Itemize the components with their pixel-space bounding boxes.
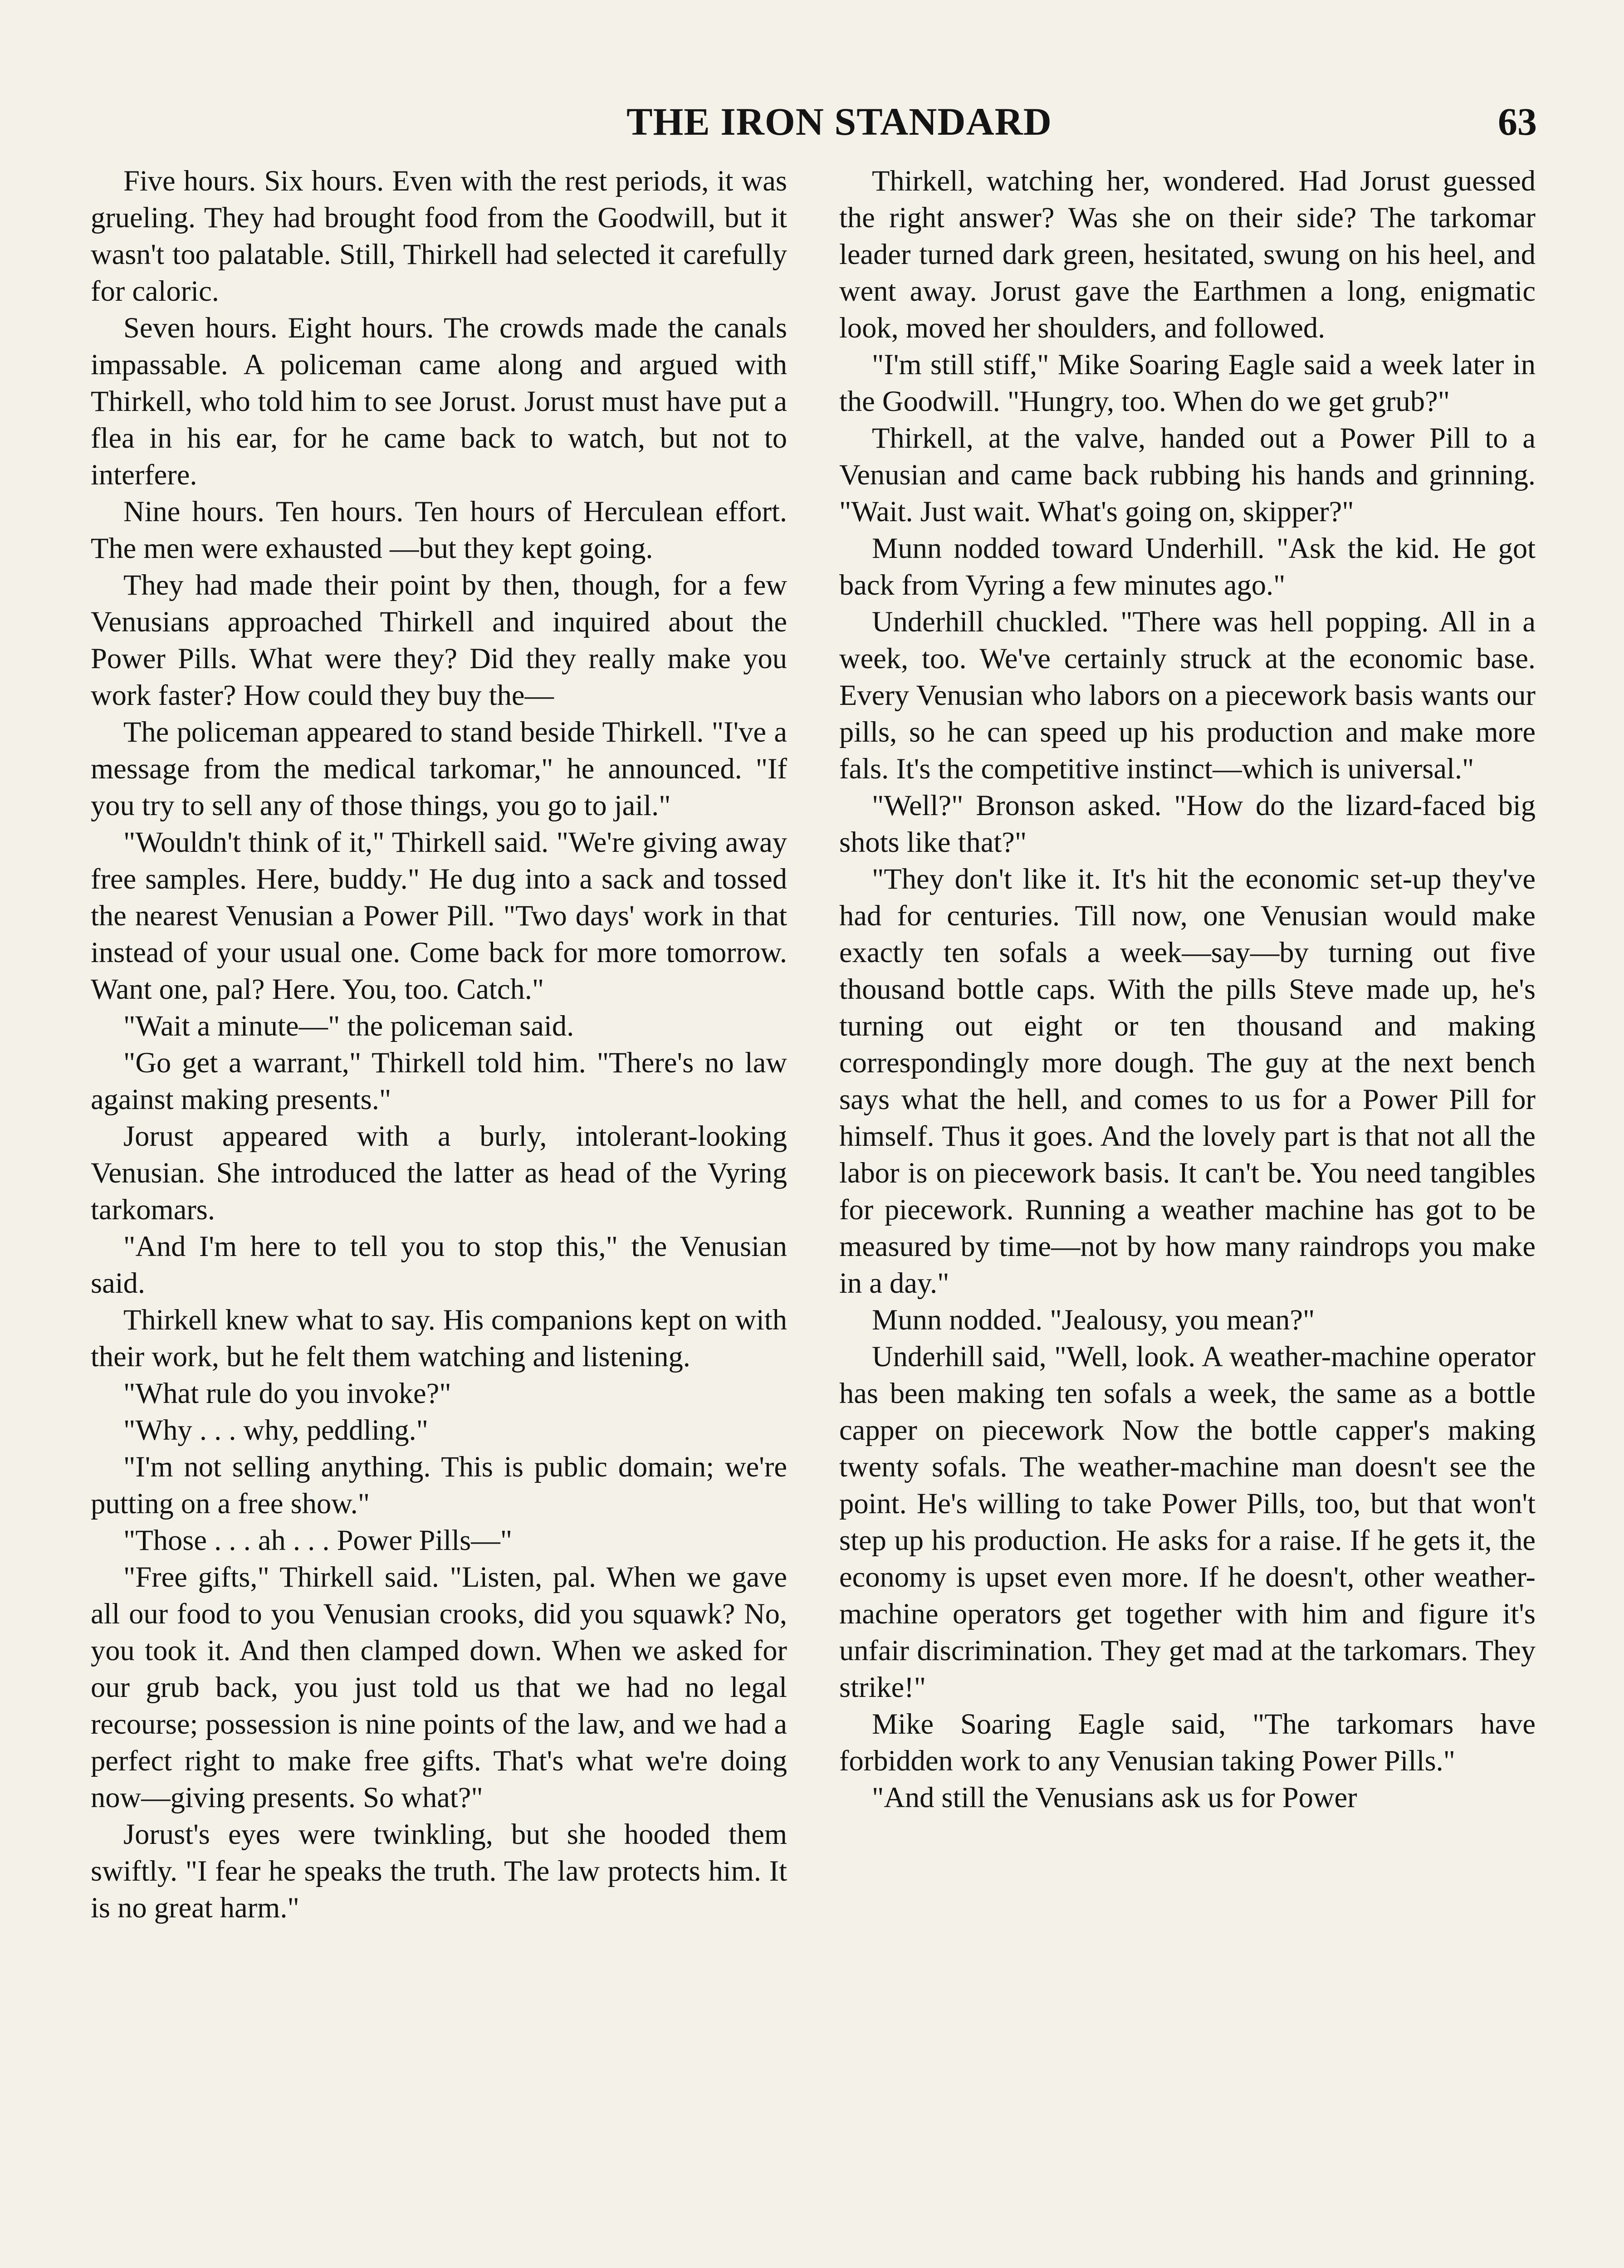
paragraph: Jorust appeared with a burly, intolerant-looking Venusian. She introduced the latter as head of the Vyring tarkomars. — [91, 1120, 787, 1226]
right-column — [839, 162, 1536, 2268]
paragraph: Seven hours. Eight hours. The crowds made the canals impassable. A policeman came along and argued with Thirkell, who told him to see Jorust. Jorust must have put a flea in his ear, for he came back to watch, but not to interfere. — [91, 312, 787, 491]
running-head — [91, 99, 1542, 149]
paragraph: Thirkell knew what to say. His companions kept on with their work, but he felt them watching and listening. — [91, 1304, 787, 1373]
paragraph: "Well?" Bronson asked. "How do the lizard-faced big shots like that?" — [839, 789, 1536, 858]
paragraph: "Wait a minute—" the policeman said. — [123, 1010, 574, 1042]
page-number: 63 — [1498, 100, 1537, 143]
paragraph: Munn nodded. "Jealousy, you mean?" — [872, 1304, 1315, 1336]
paragraph: The policeman appeared to stand beside Thirkell. "I've a message from the medical tarkomar," he announced. "If you try to sell any of those things, you go to jail." — [91, 716, 787, 821]
paragraph: "Wouldn't think of it," Thirkell said. "We're giving away free samples. Here, buddy." He dug into a sack and tossed the nearest Venusian a Power Pill. "Two days' work in that instead of your usual one. Come back for more tomorrow. Want one, pal? Here. You, too. Catch." — [91, 826, 787, 1005]
paragraph: "What rule do you invoke?" — [123, 1377, 451, 1409]
paragraph: Five hours. Six hours. Even with the rest periods, it was grueling. They had brought food from the Goodwill, but it wasn't too palatable. Still, Thirkell had selected it carefully for caloric. — [91, 165, 787, 307]
paragraph: "Those . . . ah . . . Power Pills—" — [123, 1524, 513, 1556]
paragraph: "They don't like it. It's hit the economic set-up they've had for centuries. Till now, one Venusian would make exactly ten sofals a week—say—by turning out five thousand bottle caps. With the pills Steve made up, he's turning out eight or ten thousand and making correspondingly more dough. The guy at the next bench says what the hell, and comes to us for a Power Pill for himself. Thus it goes. And the lovely part is that not all the labor is on piecework basis. It can't be. You need tangibles for piecework. Running a weather machine has got to be measured by time—not by how many raindrops you make in a day." — [839, 863, 1536, 1299]
paragraph: Underhill said, "Well, look. A weather-machine operator has been making ten sofals a week, the same as a bottle capper on piecework Now the bottle capper's making twenty sofals. The weather-machine man doesn't see the point. He's willing to take Power Pills, too, but that won't step up his production. He asks for a raise. If he gets it, the economy is upset even more. If he doesn't, other weather-machine operators get together with him and figure it's unfair discrimination. They get mad at the tarkomars. They strike!" — [839, 1340, 1536, 1703]
paragraph: Underhill chuckled. "There was hell popping. All in a week, too. We've certainly struck at the economic base. Every Venusian who labors on a piecework basis wants our pills, so he can speed up his production and make more fals. It's the competitive instinct—which is universal." — [839, 606, 1536, 785]
paragraph: Mike Soaring Eagle said, "The tarkomars have forbidden work to any Venusian taking Power Pills." — [839, 1708, 1536, 1777]
paragraph: "And still the Venusians ask us for Power — [872, 1781, 1357, 1813]
paragraph: Nine hours. Ten hours. Ten hours of Herculean effort. The men were exhausted —but they kept going. — [91, 495, 787, 564]
running-title: THE IRON STANDARD — [626, 100, 1052, 143]
paragraph: "And I'm here to tell you to stop this," the Venusian said. — [91, 1230, 787, 1299]
paragraph: Thirkell, at the valve, handed out a Power Pill to a Venusian and came back rubbing his hands and grinning. "Wait. Just wait. What's going on, skipper?" — [839, 422, 1536, 528]
paragraph: "Free gifts," Thirkell said. "Listen, pal. When we gave all our food to you Venusian crooks, did you squawk? No, you took it. And then clamped down. When we asked for our grub back, you just told us that we had no legal recourse; possession is nine points of the law, and we had a perfect right to make free gifts. That's what we're doing now—giving presents. So what?" — [91, 1561, 787, 1813]
paragraph: "Go get a warrant," Thirkell told him. "There's no law against making presents." — [91, 1046, 787, 1115]
paragraph: Thirkell, watching her, wondered. Had Jorust guessed the right answer? Was she on their side? The tarkomar leader turned dark green, hesitated, swung on his heel, and went away. Jorust gave the Earthmen a long, enigmatic look, moved her shoulders, and followed. — [839, 165, 1536, 344]
paragraph: "I'm not selling anything. This is public domain; we're putting on a free show." — [91, 1451, 787, 1520]
paragraph: "I'm still stiff," Mike Soaring Eagle said a week later in the Goodwill. "Hungry, too. When do we get grub?" — [839, 348, 1536, 417]
paragraph: Munn nodded toward Underhill. "Ask the kid. He got back from Vyring a few minutes ago." — [839, 532, 1536, 601]
paragraph: "Why . . . why, peddling." — [123, 1414, 428, 1446]
paragraph: Jorust's eyes were twinkling, but she hooded them swiftly. "I fear he speaks the truth. The law protects him. It is no great harm." — [91, 1818, 787, 1924]
paragraph: They had made their point by then, though, for a few Venusians approached Thirkell and inquired about the Power Pills. What were they? Did they really make you work faster? How could they buy the— — [91, 569, 787, 711]
left-column — [91, 162, 787, 2268]
